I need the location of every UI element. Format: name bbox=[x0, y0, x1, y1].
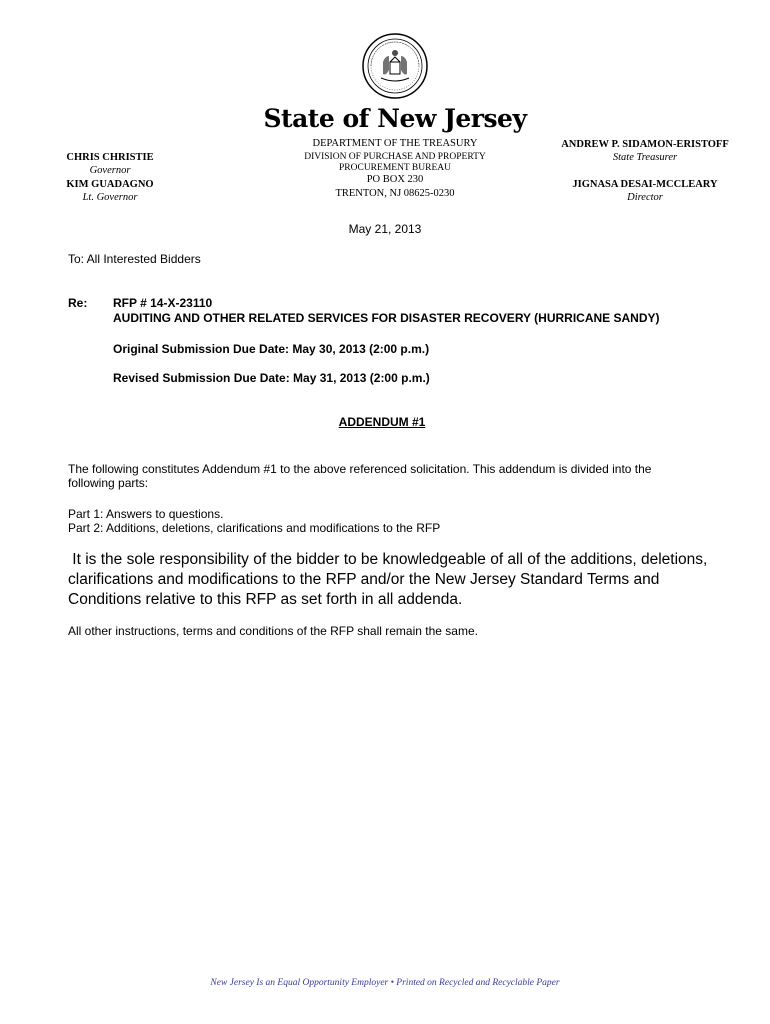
director-title: Director bbox=[627, 192, 663, 203]
original-due-date: Original Submission Due Date: May 30, 2013 (2:00 p.m.) bbox=[113, 342, 430, 356]
part-2: Part 2: Additions, deletions, clarifications and modifications to the RFP bbox=[68, 521, 441, 535]
governor-title: Governor bbox=[89, 165, 131, 176]
state-name-wordmark: State of New Jersey bbox=[263, 104, 527, 133]
revised-due-date: Revised Submission Due Date: May 31, 2013 (2:00 p.m.) bbox=[113, 371, 430, 385]
rfp-number: RFP # 14-X-23110 bbox=[113, 296, 213, 310]
letter-date: May 21, 2013 bbox=[348, 222, 422, 236]
lt-governor-title: Lt. Governor bbox=[82, 192, 138, 203]
lt-governor-name: KIM GUADAGNO bbox=[66, 179, 154, 190]
treasurer-title: State Treasurer bbox=[612, 152, 678, 163]
re-label: Re: bbox=[68, 296, 88, 310]
part-1: Part 1: Answers to questions. bbox=[68, 507, 224, 521]
director-name: JIGNASA DESAI-MCCLEARY bbox=[572, 179, 718, 190]
rfp-title: AUDITING AND OTHER RELATED SERVICES FOR DISASTER RECOVERY (HURRICANE SANDY) bbox=[113, 311, 660, 325]
division-name: DIVISION OF PURCHASE AND PROPERTY bbox=[304, 152, 486, 162]
department-name: DEPARTMENT OF THE TREASURY bbox=[312, 138, 478, 149]
bureau-name: PROCUREMENT BUREAU bbox=[339, 163, 451, 173]
po-box: PO BOX 230 bbox=[366, 174, 424, 185]
responsibility-line-2: clarifications and modifications to the RFP and/or the New Jersey Standard Terms and bbox=[68, 571, 660, 588]
closing-statement: All other instructions, terms and conditions of the RFP shall remain the same. bbox=[68, 624, 478, 638]
recipient-line: To: All Interested Bidders bbox=[68, 252, 201, 266]
responsibility-line-1: It is the sole responsibility of the bidder to be knowledgeable of all of the additions, deletions, bbox=[68, 551, 708, 568]
intro-line-2: following parts: bbox=[68, 476, 149, 490]
state-seal-icon bbox=[361, 32, 429, 100]
governor-name: CHRIS CHRISTIE bbox=[66, 152, 154, 163]
responsibility-line-3: Conditions relative to this RFP as set forth in all addenda. bbox=[68, 591, 463, 608]
addendum-heading: ADDENDUM #1 bbox=[338, 415, 426, 429]
city-address: TRENTON, NJ 08625-0230 bbox=[335, 188, 455, 199]
intro-line-1: The following constitutes Addendum #1 to the above referenced solicitation. This addendum is divided into the bbox=[68, 462, 652, 476]
treasurer-name: ANDREW P. SIDAMON-ERISTOFF bbox=[561, 139, 729, 150]
footer-note: New Jersey Is an Equal Opportunity Employer • Printed on Recycled and Recyclable Paper bbox=[210, 978, 560, 988]
